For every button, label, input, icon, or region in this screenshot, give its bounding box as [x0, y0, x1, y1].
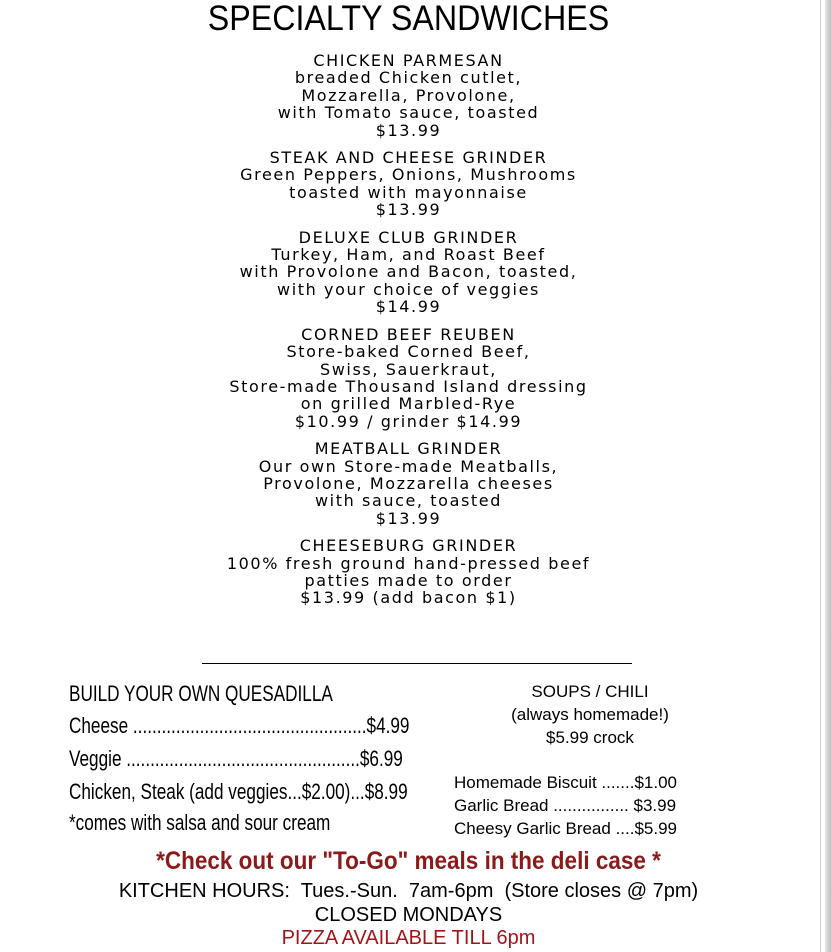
sandwich-desc: on grilled Marbled-Rye [300, 394, 517, 414]
page-edge-line [820, 0, 821, 952]
page-edge-shadow [825, 0, 831, 952]
sandwich-item [0, 149, 817, 219]
sandwich-price: $13.99 [375, 508, 442, 528]
closed-notice: CLOSED MONDAYS [314, 904, 503, 926]
sandwich-item [0, 229, 817, 316]
sandwich-desc: breaded Chicken cutlet, [294, 68, 523, 88]
sandwich-desc: Store-made Thousand Island dressing [229, 376, 588, 396]
sandwich-price: $13.99 (add bacon $1) [300, 588, 517, 608]
sandwich-name: DELUXE CLUB GRINDER [298, 227, 519, 247]
sandwich-item [0, 440, 817, 527]
sandwich-desc: Turkey, Ham, and Roast Beef [271, 245, 546, 265]
soups-subheading: (always homemade!) [511, 705, 669, 724]
sandwich-price: $14.99 [375, 297, 442, 317]
sandwich-desc: 100% fresh ground hand-pressed beef [226, 553, 591, 573]
soups-heading: SOUPS / CHILI [531, 682, 649, 701]
section-divider [202, 663, 632, 664]
side-item: Homemade Biscuit .......$1.00 [454, 773, 677, 792]
sandwich-desc: with Provolone and Bacon, toasted, [239, 262, 578, 282]
side-item: Cheesy Garlic Bread ....$5.99 [454, 819, 678, 838]
sandwich-desc: with Tomato sauce, toasted [277, 103, 540, 123]
sandwich-desc: Provolone, Mozzarella cheeses [263, 473, 554, 493]
quesadilla-option: Cheese .................................................$4.99 [69, 713, 410, 738]
side-item: Garlic Bread ................ $3.99 [454, 796, 677, 815]
sandwich-price: $13.99 [375, 200, 442, 220]
soups-section [470, 680, 710, 749]
page-title: SPECIALTY SANDWICHES [207, 0, 610, 38]
sandwich-name: CORNED BEEF REUBEN [301, 324, 516, 344]
sandwich-price: $13.99 [375, 120, 442, 140]
sandwich-desc: Mozzarella, Provolone, [301, 85, 516, 105]
sandwich-desc: Our own Store-made Meatballs, [258, 456, 559, 476]
sides-list [454, 771, 677, 840]
sandwich-desc: with sauce, toasted [314, 491, 502, 511]
sandwich-list [0, 52, 817, 617]
to-go-notice: *Check out our "To-Go" meals in the deli case * [156, 847, 661, 875]
soups-price: $5.99 crock [546, 728, 634, 747]
sandwich-desc: Green Peppers, Onions, Mushrooms [240, 165, 577, 185]
sandwich-item [0, 326, 817, 430]
sandwich-desc: toasted with mayonnaise [289, 182, 528, 202]
quesadilla-heading: BUILD YOUR OWN QUESADILLA [69, 681, 333, 706]
sandwich-name: CHICKEN PARMESAN [313, 51, 504, 70]
sandwich-desc: Swiss, Sauerkraut, [319, 359, 497, 379]
sandwich-name: MEATBALL GRINDER [314, 439, 503, 459]
quesadilla-section [69, 679, 506, 838]
quesadilla-option: Chicken, Steak (add veggies...$2.00)...$8.99 [69, 779, 408, 804]
quesadilla-option: Veggie .................................................$6.99 [69, 746, 403, 771]
sandwich-item [0, 537, 817, 607]
sandwich-name: STEAK AND CHEESE GRINDER [269, 148, 548, 168]
quesadilla-note: *comes with salsa and sour cream [69, 810, 331, 835]
sandwich-desc: Store-baked Corned Beef, [286, 342, 531, 362]
sandwich-name: CHEESEBURG GRINDER [299, 536, 518, 556]
sandwich-price: $10.99 / grinder $14.99 [294, 411, 523, 431]
sandwich-desc: with your choice of veggies [277, 279, 540, 299]
kitchen-hours: KITCHEN HOURS: Tues.-Sun. 7am-6pm (Store closes @ 7pm) [118, 880, 699, 902]
sandwich-item [0, 52, 817, 139]
sandwich-desc: patties made to order [304, 570, 513, 590]
pizza-notice: PIZZA AVAILABLE TILL 6pm [281, 927, 536, 949]
